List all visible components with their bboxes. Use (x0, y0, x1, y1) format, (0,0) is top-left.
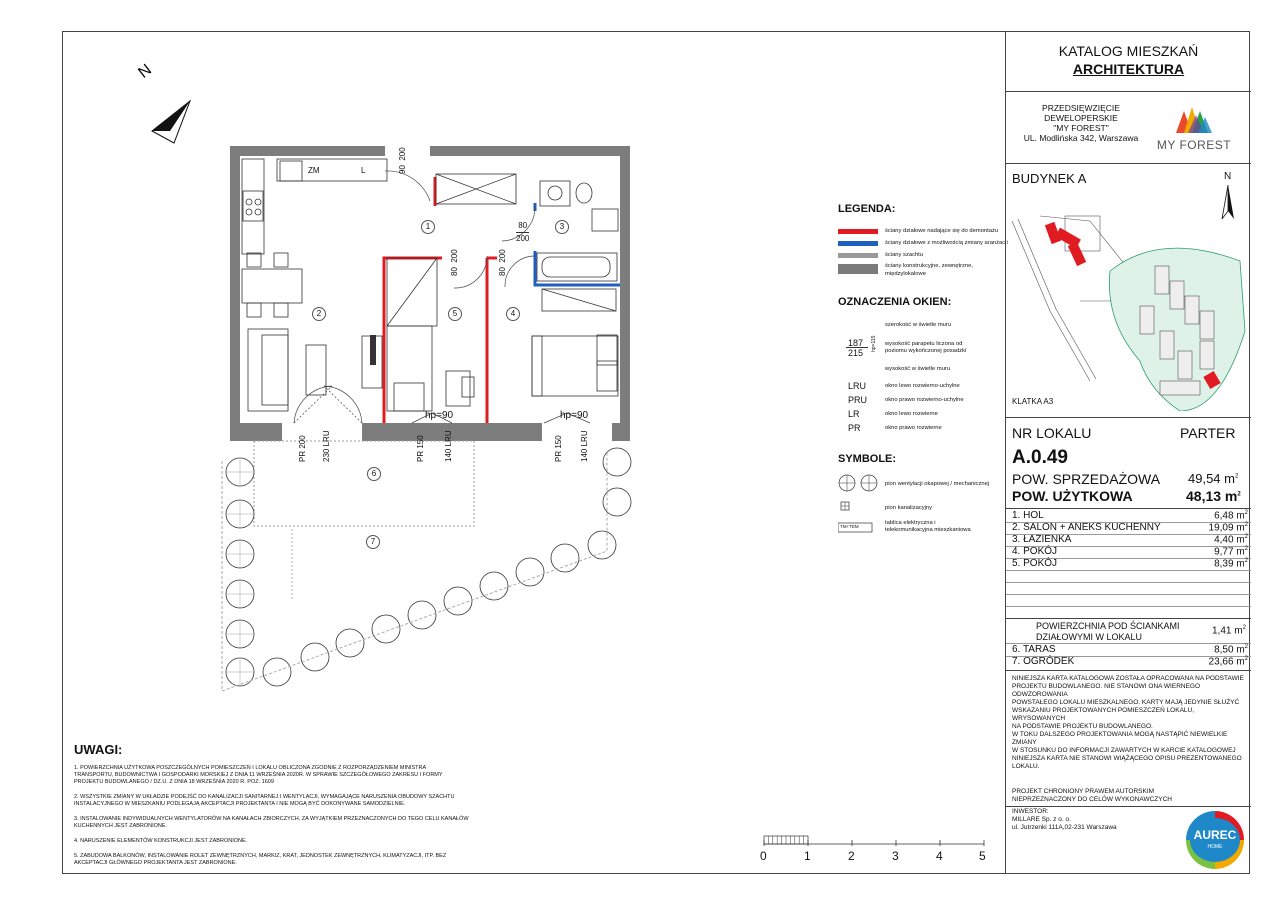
window-hp-2: hp=90 (425, 410, 454, 421)
legend-swatch-dark (838, 264, 878, 274)
legend-item-4b: międzylokalowe (885, 271, 926, 277)
partition-area-label: POWIERZCHNIA POD ŚCIANKAMI DZIAŁOWYMI W LOKALU (1036, 621, 1180, 642)
site-north-label: N (1224, 171, 1232, 182)
note-line-1: 1. POWIERZCHNIA UŻYTKOWA POSZCZEGÓLNYCH POMIESZCZEŃ I LOKALU OBLICZONA ZGODNIE Z ROZPORZĄDZENIEM MINISTRA (74, 765, 427, 771)
room-number-4: 4 (506, 307, 520, 321)
door-dim-bathroom: 80 200 (516, 221, 530, 243)
window-type-code-lr: LR (848, 409, 860, 419)
my-forest-logo-icon (1172, 105, 1216, 135)
scale-tick-4: 4 (936, 849, 943, 863)
terrace-outline (254, 441, 474, 526)
window-hp-3: hp=90 (560, 410, 589, 421)
developer-info: PRZEDSIĘWZIĘCIE DEWELOPERSKIE "MY FOREST" UL. Modlińska 342, Warszawa (1023, 103, 1139, 143)
scale-tick-5: 5 (979, 849, 986, 863)
note-line-6: 3. INSTALOWANIE INDYWIDUALNYCH WENTYLATORÓW NA KANAŁACH ZBIORCZYCH, ZA WYJĄTKIEM PRZEZNACZONYCH DO TEGO CELU KANAŁÓW (74, 816, 469, 822)
symbol-panel-2: telekomunikacyjna mieszkaniowa (885, 527, 971, 533)
note-line-5: INSTALACYJNEGO W MIESZKANIU PODLEGAJĄ AKCEPTACJI PROJEKTANTA I NIE MOGĄ BYĆ DOKONYWANE SAMODZIELNIE. (74, 801, 406, 807)
north-arrow (135, 61, 190, 143)
windows-title: OZNACZENIA OKIEN: (838, 296, 952, 308)
window-dim-1: PR 200 (298, 435, 307, 462)
note-line-8: 4. NARUSZENIE ELEMENTÓW KONSTRUKCJI JEST ZABRONIONE. (74, 838, 248, 844)
legend-swatch-red (838, 229, 878, 234)
room-number-6: 6 (367, 467, 381, 481)
door-dim-room5: 80 200 (450, 249, 459, 276)
scale-tick-1: 1 (804, 849, 811, 863)
room-number-1: 1 (421, 220, 435, 234)
window-type-code-pru: PRU (848, 395, 868, 405)
note-line-4: 2. WSZYSTKIE ZMIANY W UKŁADZIE PODEJŚĆ DO KANALIZACJI SANITARNEJ I WENTYLACJI, WYMAGAJĄCE NARUSZENIA OBUDOWY SZACHTU (74, 794, 455, 800)
unit-floor: PARTER (1180, 425, 1236, 441)
aurec-logo-sub: HOME (1207, 844, 1223, 850)
disclaimer: NINIEJSZA KARTA KATALOGOWA ZOSTAŁA OPRACOWANA NA PODSTAWIE PROJEKTU BUDOWLANEGO. NIE STANOWI ONA WIERNEGO ODWZOROWANIA POWSTAŁEGO LOKALU MIESZKALNEGO. KARTY MAJĄ JEDYNIE SŁUŻYĆ WSKAZANIU PROJEKTOWANYCH POMIESZCZEŃ LOKALU, WRYSOWANYCH NA PODSTAWIE PROJEKTU BUDOWLANEGO. W TOKU DALSZEGO PROJEKTOWANIA MOGĄ NASTĄPIĆ NIEWIELKIE ZMIANY W STOSUNKU DO INFORMACJI ZAWARTYCH W KARCIE KATALOGOWEJ NINIEJSZA KARTA NIE STANOWI WIĄŻĄCEGO OPISU PREZENTOWANEGO LOKALU. (1012, 675, 1244, 770)
scale-bar (758, 834, 988, 848)
rearrangeable-walls (535, 203, 620, 285)
radiator-marks (370, 335, 376, 365)
catalog-subtitle: ARCHITEKTURA (1072, 61, 1185, 77)
svg-text:N: N (135, 61, 155, 82)
door-dim-entrance: 90 200 (398, 147, 407, 174)
building-label: BUDYNEK A (1012, 171, 1087, 186)
room-number-7: 7 (366, 535, 380, 549)
symbol-panel-1: tablica elektryczna i (885, 520, 936, 526)
legend-item-1: ściany działowe nadające się do demontażu (885, 228, 999, 234)
scale-tick-3: 3 (892, 849, 899, 863)
note-line-7: KUCHENNYCH JEST ZABRONIONE. (74, 823, 168, 829)
legend-title: LEGENDA: (838, 203, 896, 215)
usable-area-label: POW. UŻYTKOWA (1012, 488, 1133, 504)
site-map (1010, 211, 1248, 411)
kitchen-label-zm: ZM (308, 166, 320, 175)
window-dim-3: PR 150 (554, 435, 563, 462)
tree-crosshatch (226, 458, 254, 686)
room-number-5: 5 (448, 307, 462, 321)
scale-tick-2: 2 (848, 849, 855, 863)
window-sample-top: 187 (848, 338, 864, 348)
catalog-title: KATALOG MIESZKAŃ (1058, 43, 1199, 59)
legend-item-2: ściany działowe z możliwością zmiany aranżacji (885, 240, 1008, 246)
window-note-sill-1: wysokość parapetu liczona od (885, 341, 963, 347)
window-type-text-pru: okno prawo rozwierno-uchylne (885, 397, 964, 403)
kitchen-label-l: L (361, 166, 366, 175)
window-note-width: szerokość w świetle muru (885, 322, 952, 328)
legend-swatch-grey (838, 253, 878, 258)
window-dim-2b: 140 LRU (444, 430, 453, 462)
window-note-height: wysokość w świetle muru (885, 366, 951, 372)
notes-title: UWAGI: (74, 742, 123, 757)
trees (226, 448, 631, 686)
demountable-walls (384, 177, 497, 423)
window-type-text-pr: okno prawo rozwierne (885, 425, 942, 431)
legend-item-4: ściany konstrukcyjne, zewnętrzne, (885, 263, 973, 269)
room-number-3: 3 (555, 220, 569, 234)
unit-number: A.0.49 (1012, 447, 1068, 468)
symbols-title: SYMBOLE: (838, 453, 897, 465)
my-forest-logo-text: MY FOREST (1156, 138, 1232, 152)
legend-item-3: ściany szachtu (885, 252, 924, 258)
window-dim-1b: 230 LRU (322, 430, 331, 462)
symbol-sewer: pion kanalizacyjny (885, 505, 933, 511)
door-dim-room4: 80 200 (498, 249, 507, 276)
scale-tick-0: 0 (760, 849, 767, 863)
window-type-text-lru: okno lewo rozwierno-uchylne (885, 383, 960, 389)
stair-label: KLATKA A3 (1012, 397, 1054, 406)
room-number-2: 2 (312, 307, 326, 321)
window-type-text-lr: okno lewo rozwierne (885, 411, 938, 417)
window-type-code-lru: LRU (848, 381, 867, 391)
unit-nr-label: NR LOKALU (1012, 425, 1092, 441)
symbol-ventilation: pion wentylacji okapowej / mechanicznej (885, 481, 990, 487)
window-dim-3b: 140 LRU (580, 430, 589, 462)
door-swings (294, 171, 590, 423)
note-line-2: TRANSPORTU, BUDOWNICTWA I GOSPODARKI MORSKIEJ Z DNIA 11 WRZEŚNIA 2020R. W SPRAWIE SZCZEGÓŁOWEGO ZAKRESU I FORMY (74, 772, 443, 778)
legend-swatch-blue (838, 241, 878, 246)
investor-info: INWESTOR: MILLARE Sp. z o. o. ul. Jutrzenki 111A,02-231 Warszawa (1012, 808, 1117, 831)
window-dim-2: PR 150 (416, 435, 425, 462)
symbol-box-label: TM+TEM (840, 524, 859, 529)
window-note-sill-2: poziomu wykończonej posadzki (885, 348, 967, 354)
info-panel: KATALOG MIESZKAŃ ARCHITEKTURA PRZEDSIĘWZIĘCIE DEWELOPERSKIE "MY FOREST" UL. Modlińska 342, Warszawa MY FOREST BUDYNEK A N KLATKA A3 NR LOKALU PARTER A.0.49 POW. SPRZEDAŻOWA 49,54 $m^2$ POW. UŻYTKOWA 48,13 $m^2$ 1. HOL 6,48 $m^2$ 2. SALON + ANEKS KUCHENNY 19,09 $m^2$ 3. ŁAZIENKA 4,40 $m^2$ 4. POKÓJ 9,77 $m^2$ 5. POKÓJ 8,39 $m^2$ POWIERZCHNIA POD ŚCIANKAMI DZIAŁOWYMI W LOKALU 1,41 $m^2$ 6. TARAS 8,50 $m^2$ 7. OGRÓDEK 23,66 $m^2$ NINIEJSZA KARTA KATALOGOWA ZOSTAŁA OPRACOWANA NA PODSTAWIE PROJEKTU BUDOWLANEGO. NIE STANOWI ONA WIERNEGO ODWZOROWANIA POWSTAŁEGO LOKALU MIESZKALNEGO. KARTY MAJĄ JEDYNIE SŁUŻYĆ WSKAZANIU PROJEKTOWANYCH POMIESZCZEŃ LOKALU, WRYSOWANYCH NA PODSTAWIE PROJEKTU BUDOWLANEGO. W TOKU DALSZEGO PROJEKTOWANIA MOGĄ NASTĄPIĆ NIEWIELKIE ZMIANY W STOSUNKU DO INFORMACJI ZAWARTYCH W KARCIE KATALOGOWEJ NINIEJSZA KARTA NIE STANOWI WIĄŻĄCEGO OPISU PREZENTOWANEGO LOKALU. PROJEKT CHRONIONY PRAWEM AUTORSKIM NIEPRZEZNACZONY DO CELÓW WYKONAWCZYCH INWESTOR: MILLARE Sp. z o. o. ul. Jutrzenki 111A,02-231 Warszawa AUREC HOME (1005, 31, 1250, 874)
note-line-10: AKCEPTACJI GŁÓWNEGO PROJEKTANTA JEST ZABRONIONE. (74, 860, 237, 866)
note-line-9: 5. ZABUDOWA BALKONÓW, INSTALOWANIE ROLET ZEWNĘTRZNYCH, MARKIZ, KRAT, JEDNOSTEK ZEWNĘTRZNYCH, KLIMATYZACJI, ITP. BEZ (74, 853, 447, 859)
window-type-code-pr: PR (848, 423, 861, 433)
window-sample-bottom: 215 (848, 348, 864, 358)
aurec-logo-text: AUREC (1193, 828, 1237, 842)
partition-area-value: 1,41 $m^2$ (1212, 625, 1246, 637)
usable-area-value: 48,13 $m^2$ (1186, 488, 1241, 504)
sales-area-value: 49,54 $m^2$ (1188, 471, 1239, 486)
sales-area-label: POW. SPRZEDAŻOWA (1012, 471, 1161, 487)
note-line-3: PROJEKTU BUDOWLANEGO / DZ.U. Z DNIA 18 WRZEŚNIA 2020 R. POZ. 1609 (74, 779, 274, 785)
copyright-note: PROJEKT CHRONIONY PRAWEM AUTORSKIM NIEPRZEZNACZONY DO CELÓW WYKONAWCZYCH (1012, 788, 1172, 803)
window-sample-hp: hp=115 (871, 335, 877, 352)
